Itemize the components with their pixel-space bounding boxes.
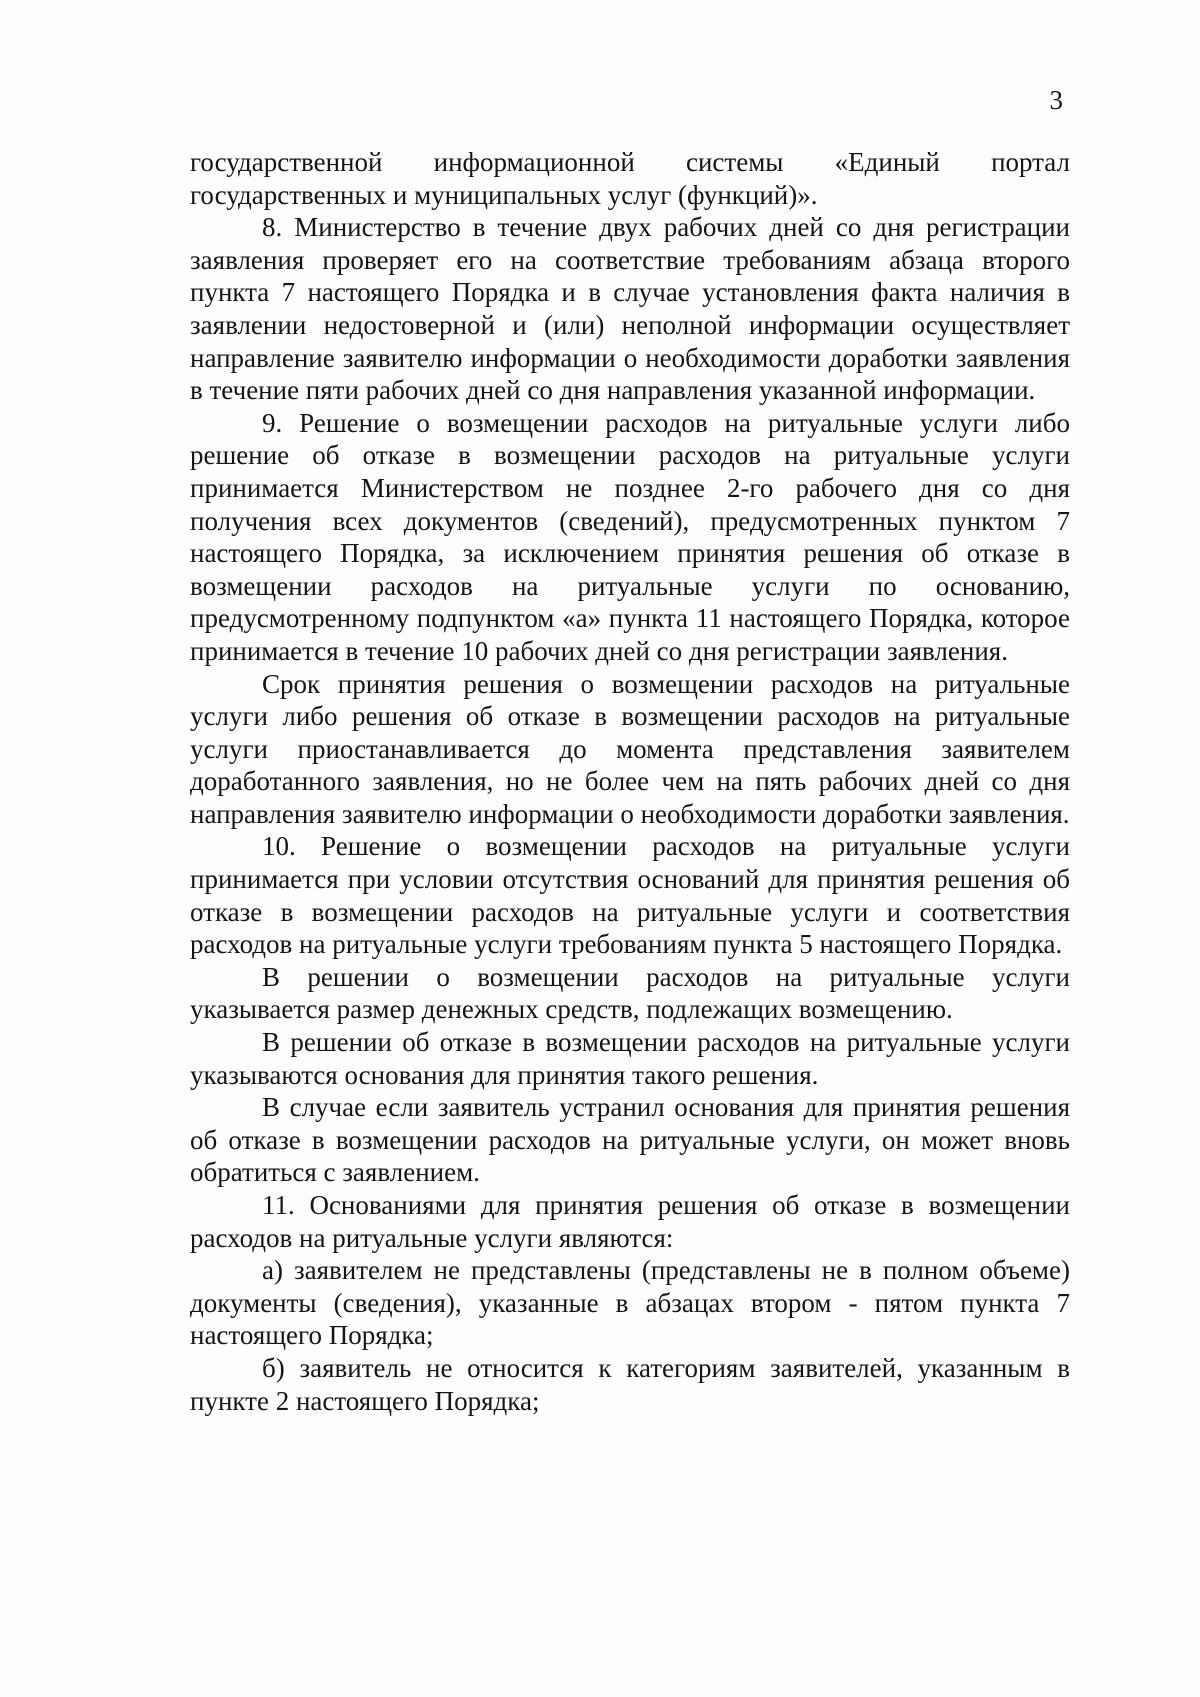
paragraph-continuation: государственной информационной системы «Единый портал государственных и муниципальных услуг (функций)». <box>190 147 1070 210</box>
paragraph-refusal-grounds: В решении об отказе в возмещении расходов на ритуальные услуги указываются основания для принятия такого решения. <box>190 1027 1070 1090</box>
paragraph-item-8: 8. Министерство в течение двух рабочих дней со дня регистрации заявления проверяет его на соответствие требованиям абзаца второго пункта 7 настоящего Порядка и в случае установления факта наличия в заявлении недостоверной и (или) неполной информации осуществляет направление заявителю информации о необходимости доработки заявления в течение пяти рабочих дней со дня направления указанной информации. <box>190 212 1070 406</box>
paragraph-subitem-a: а) заявителем не представлены (представлены не в полном объеме) документы (сведения), указанные в абзацах втором - пятом пункта 7 настоящего Порядка; <box>190 1255 1070 1351</box>
paragraph-term-suspension: Срок принятия решения о возмещении расходов на ритуальные услуги либо решения об отказе в возмещении расходов на ритуальные услуги приостанавливается до момента представления заявителем доработанного заявления, но не более чем на пять рабочих дней со дня направления заявителю информации о необходимости доработки заявления. <box>190 668 1070 829</box>
paragraph-item-9: 9. Решение о возмещении расходов на ритуальные услуги либо решение об отказе в возмещении расходов на ритуальные услуги принимается Министерством не позднее 2-го рабочего дня со дня получения всех документов (сведений), предусмотренных пунктом 7 настоящего Порядка, за исключением принятия решения об отказе в возмещении расходов на ритуальные услуги по основанию, предусмотренному подпунктом «а» пункта 11 настоящего Порядка, которое принимается в течение 10 рабочих дней со дня регистрации заявления. <box>190 407 1070 666</box>
page-number: 3 <box>1049 85 1063 115</box>
document-body <box>190 146 1070 1417</box>
paragraph-reapply: В случае если заявитель устранил основания для принятия решения об отказе в возмещении расходов на ритуальные услуги, он может вновь обратиться с заявлением. <box>190 1092 1070 1188</box>
paragraph-subitem-b: б) заявитель не относится к категориям заявителей, указанным в пункте 2 настоящего Порядка; <box>190 1352 1070 1416</box>
paragraph-decision-amount: В решении о возмещении расходов на ритуальные услуги указывается размер денежных средств, подлежащих возмещению. <box>190 961 1070 1025</box>
paragraph-item-11: 11. Основаниями для принятия решения об отказе в возмещении расходов на ритуальные услуги являются: <box>190 1190 1070 1253</box>
paragraph-item-10: 10. Решение о возмещении расходов на ритуальные услуги принимается при условии отсутствия оснований для принятия решения об отказе в возмещении расходов на ритуальные услуги и соответствия расходов на ритуальные услуги требованиям пункта 5 настоящего Порядка. <box>190 831 1070 960</box>
